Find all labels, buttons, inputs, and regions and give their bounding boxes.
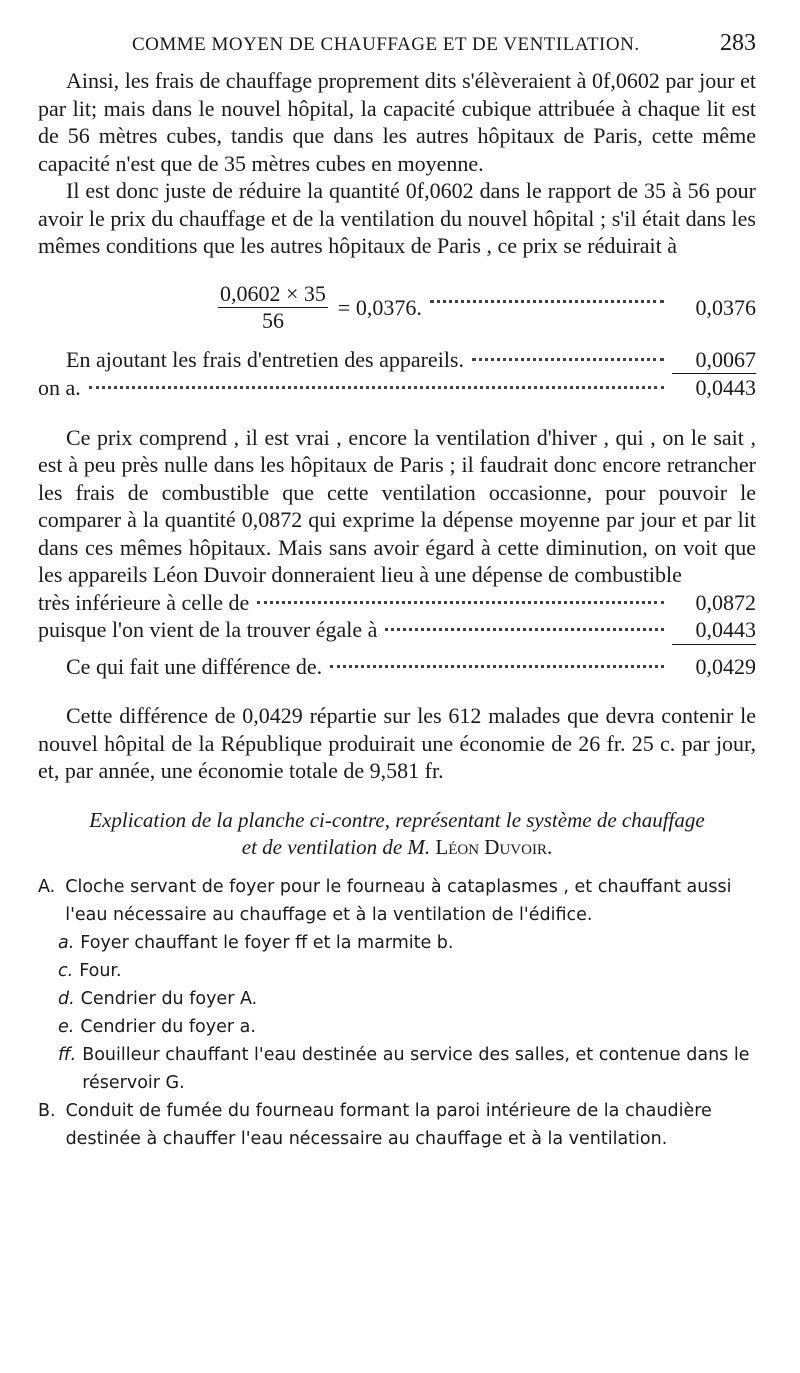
paragraph-4: Cette différence de 0,0429 répartie sur les 612 malades que devra contenir le nouvel hôpital de la République produirait une économie de 26 fr. 25 c. par jour, et, par année, une économie totale de 9,581 fr. (38, 703, 756, 783)
calc-label: En ajoutant les frais d'entretien des appareils. (66, 346, 464, 372)
legend-text: Cendrier du foyer a. (80, 1016, 256, 1037)
legend-text: Bouilleur chauffant l'eau destinée au service des salles, et contenue dans le réservoir G. (82, 1044, 750, 1093)
explanation-title-line2 (38, 834, 756, 861)
fraction (218, 281, 328, 334)
paragraph-3: Ce prix comprend , il est vrai , encore la ventilation d'hiver , qui , on le sait , est à peu près nulle dans les hôpitaux de Paris ; il faudrait donc encore retrancher les frais de combustible que cette ventilation occasionne, pour pouvoir le comparer à la quantité 0,0872 qui exprime la dépense moyenne par jour et par lit dans ces mêmes hôpitaux. Mais sans avoir égard à cette diminution, on voit que les appareils Léon Duvoir donneraient lieu à une dépense de combustible (38, 424, 756, 587)
legend-item (38, 1013, 756, 1041)
fraction-denominator: 56 (261, 308, 284, 333)
explanation-title (38, 807, 756, 861)
formula-result: = 0,0376. (337, 294, 422, 320)
legend-list (38, 873, 756, 1153)
calc-label: très inférieure à celle de (38, 589, 250, 615)
leader-dots (385, 628, 664, 631)
legend-key: d. (58, 988, 75, 1009)
calc-amount: 0,0443 (695, 375, 756, 400)
legend-text: Cloche servant de foyer pour le fourneau à cataplasmes , et chauffant aussi l'eau nécessaire au chauffage et à la ventilation de l'édifice. (65, 876, 732, 925)
legend-key: B. (38, 1100, 56, 1121)
legend-key: c. (58, 960, 74, 981)
explanation-title-line1: Explication de la planche ci-contre, représentant le système de chauffage (89, 807, 705, 832)
leader-dots (430, 300, 664, 303)
legend-item (38, 873, 756, 929)
calc-row-1 (38, 346, 756, 375)
legend-key: e. (58, 1016, 75, 1037)
legend-key: ff. (58, 1044, 77, 1065)
calc-amount: 0,0443 (672, 616, 756, 645)
calc2-row-1 (38, 589, 756, 617)
leader-dots (257, 601, 664, 604)
legend-item (38, 929, 756, 957)
paragraph-2: Il est donc juste de réduire la quantité 0f,0602 dans le rapport de 35 à 56 pour avoir le prix du chauffage et de la ventilation du nouvel hôpital ; s'il était dans les mêmes conditions que les autres hôpitaux de Paris , ce prix se réduirait à (38, 178, 756, 258)
legend-key: a. (58, 932, 75, 953)
leader-dots (330, 665, 664, 668)
legend-item (38, 957, 756, 985)
calc-amount: 0,0872 (695, 589, 756, 615)
running-head: COMME MOYEN DE CHAUFFAGE ET DE VENTILATION. (132, 34, 640, 55)
page-header (38, 30, 756, 57)
legend-text: Foyer chauffant le foyer ff et la marmite b. (80, 932, 454, 953)
calc-row-2 (38, 374, 756, 402)
calc-label: on a. (38, 375, 81, 400)
calc2-row-2 (38, 616, 756, 645)
page-number: 283 (720, 30, 756, 56)
calc-amount: 0,0429 (695, 653, 756, 679)
legend-text: Conduit de fumée du fourneau formant la paroi intérieure de la chaudière destinée à chauffer l'eau nécessaire au chauffage et à la ventilation. (65, 1100, 712, 1149)
calc2-row-3 (38, 653, 756, 681)
calc-label: puisque l'on vient de la trouver égale à (38, 617, 378, 642)
leader-dots (472, 358, 664, 361)
calc-label: Ce qui fait une différence de. (66, 653, 323, 679)
calc-amount: 0,0067 (672, 346, 756, 375)
explanation-title-prefix: et de ventilation de M. (241, 834, 431, 859)
legend-item (38, 1041, 756, 1097)
formula-amount: 0,0376 (695, 294, 756, 320)
legend-text: Cendrier du foyer A. (80, 988, 258, 1009)
formula-row (38, 278, 756, 338)
legend-text: Four. (79, 960, 122, 981)
legend-item (38, 985, 756, 1013)
explanation-title-name: Léon Duvoir. (435, 834, 553, 859)
legend-item (38, 1097, 756, 1153)
leader-dots (89, 386, 664, 389)
legend-key: A. (38, 876, 56, 897)
fraction-numerator: 0,0602 × 35 (220, 281, 326, 306)
paragraph-1: Ainsi, les frais de chauffage proprement dits s'élèveraient à 0f,0602 par jour et par lit; mais dans le nouvel hôpital, la capacité cubique attribuée à chaque lit est de 56 mètres cubes, tandis que dans les autres hôpitaux de Paris, cette même capacité n'est que de 35 mètres cubes en moyenne. (38, 68, 756, 176)
